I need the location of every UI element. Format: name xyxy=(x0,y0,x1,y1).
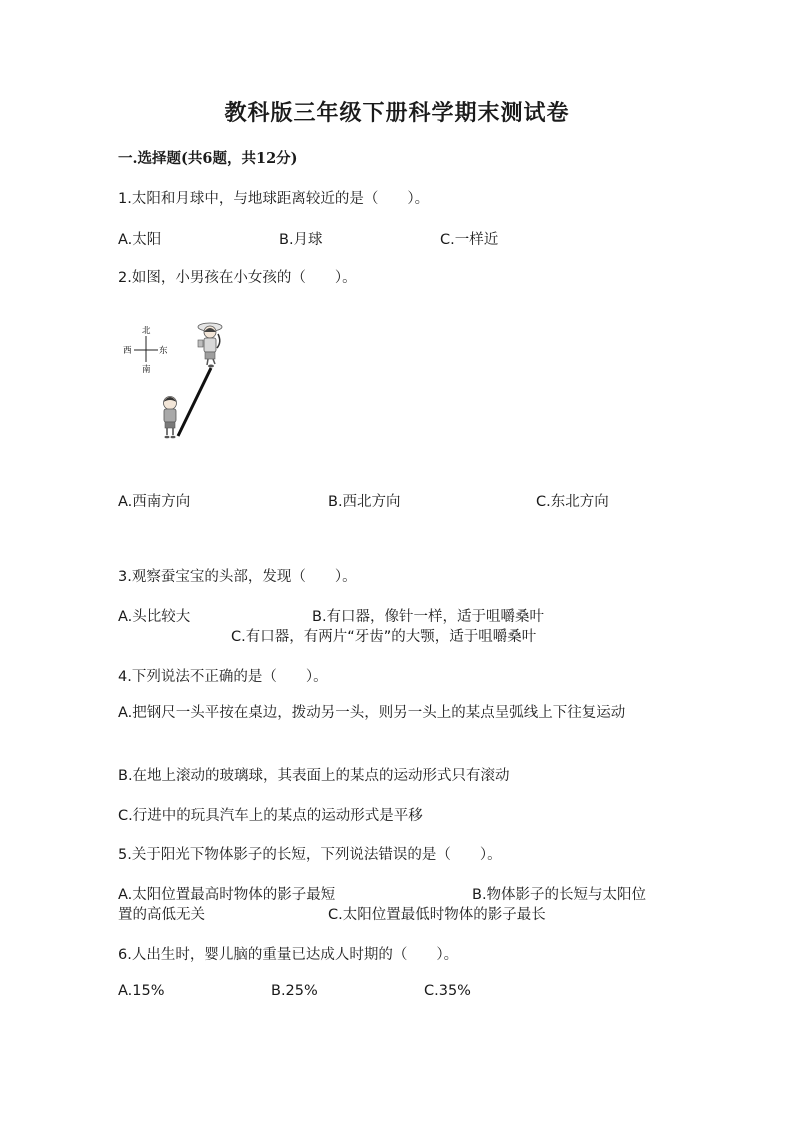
question-4-option-c[interactable]: C.行进中的玩具汽车上的某点的运动形式是平移 xyxy=(118,808,423,824)
question-2-option-b[interactable]: B.西北方向 xyxy=(328,494,401,510)
question-6-option-b[interactable]: B.25% xyxy=(271,983,318,999)
compass-rose xyxy=(123,325,168,375)
question-5-option-b-line2[interactable]: 置的高低无关 xyxy=(118,907,205,923)
question-6-option-c[interactable]: C.35% xyxy=(424,983,471,999)
question-1-stem: 1.太阳和月球中，与地球距离较近的是（ ）。 xyxy=(118,191,430,207)
direction-figure xyxy=(118,318,228,443)
page-title: 教科版三年级下册科学期末测试卷 xyxy=(224,100,570,126)
question-4-stem: 4.下列说法不正确的是（ ）。 xyxy=(118,669,328,685)
question-1-option-c[interactable]: C.一样近 xyxy=(440,232,499,248)
compass-east-label: 东 xyxy=(159,346,168,356)
question-4-option-b[interactable]: B.在地上滚动的玻璃球，其表面上的某点的运动形式只有滚动 xyxy=(118,768,510,784)
question-5-option-b-line1[interactable]: B.物体影子的长短与太阳位 xyxy=(472,887,647,903)
question-6-option-a[interactable]: A.15% xyxy=(118,983,165,999)
question-1-option-a[interactable]: A.太阳 xyxy=(118,232,162,248)
connecting-line xyxy=(178,368,211,436)
question-2-option-a[interactable]: A.西南方向 xyxy=(118,494,191,510)
girl-figure-icon xyxy=(198,323,222,368)
question-5-option-a[interactable]: A.太阳位置最高时物体的影子最短 xyxy=(118,887,336,903)
section-heading: 一.选择题(共6题，共12分) xyxy=(118,150,298,167)
compass-west-label: 西 xyxy=(123,346,132,356)
question-2-option-c[interactable]: C.东北方向 xyxy=(536,494,609,510)
question-3-option-a[interactable]: A.头比较大 xyxy=(118,609,191,625)
question-5-option-c[interactable]: C.太阳位置最低时物体的影子最长 xyxy=(328,907,546,923)
compass-south-label: 南 xyxy=(142,365,151,375)
question-6-stem: 6.人出生时，婴儿脑的重量已达成人时期的（ ）。 xyxy=(118,947,459,963)
direction-diagram xyxy=(118,318,228,443)
question-3-stem: 3.观察蚕宝宝的头部，发现（ ）。 xyxy=(118,569,357,585)
compass-north-label: 北 xyxy=(142,326,151,336)
question-3-option-b[interactable]: B.有口器，像针一样，适于咀嚼桑叶 xyxy=(312,609,545,625)
question-1-option-b[interactable]: B.月球 xyxy=(279,232,323,248)
question-5-stem: 5.关于阳光下物体影子的长短，下列说法错误的是（ ）。 xyxy=(118,847,502,863)
question-3-option-c[interactable]: C.有口器，有两片“牙齿”的大颚，适于咀嚼桑叶 xyxy=(231,629,537,645)
question-2-stem: 2.如图，小男孩在小女孩的（ ）。 xyxy=(118,270,357,286)
question-4-option-a[interactable]: A.把钢尺一头平按在桌边，拨动另一头，则另一头上的某点呈弧线上下往复运动 xyxy=(118,705,626,721)
boy-figure-icon xyxy=(164,397,177,439)
